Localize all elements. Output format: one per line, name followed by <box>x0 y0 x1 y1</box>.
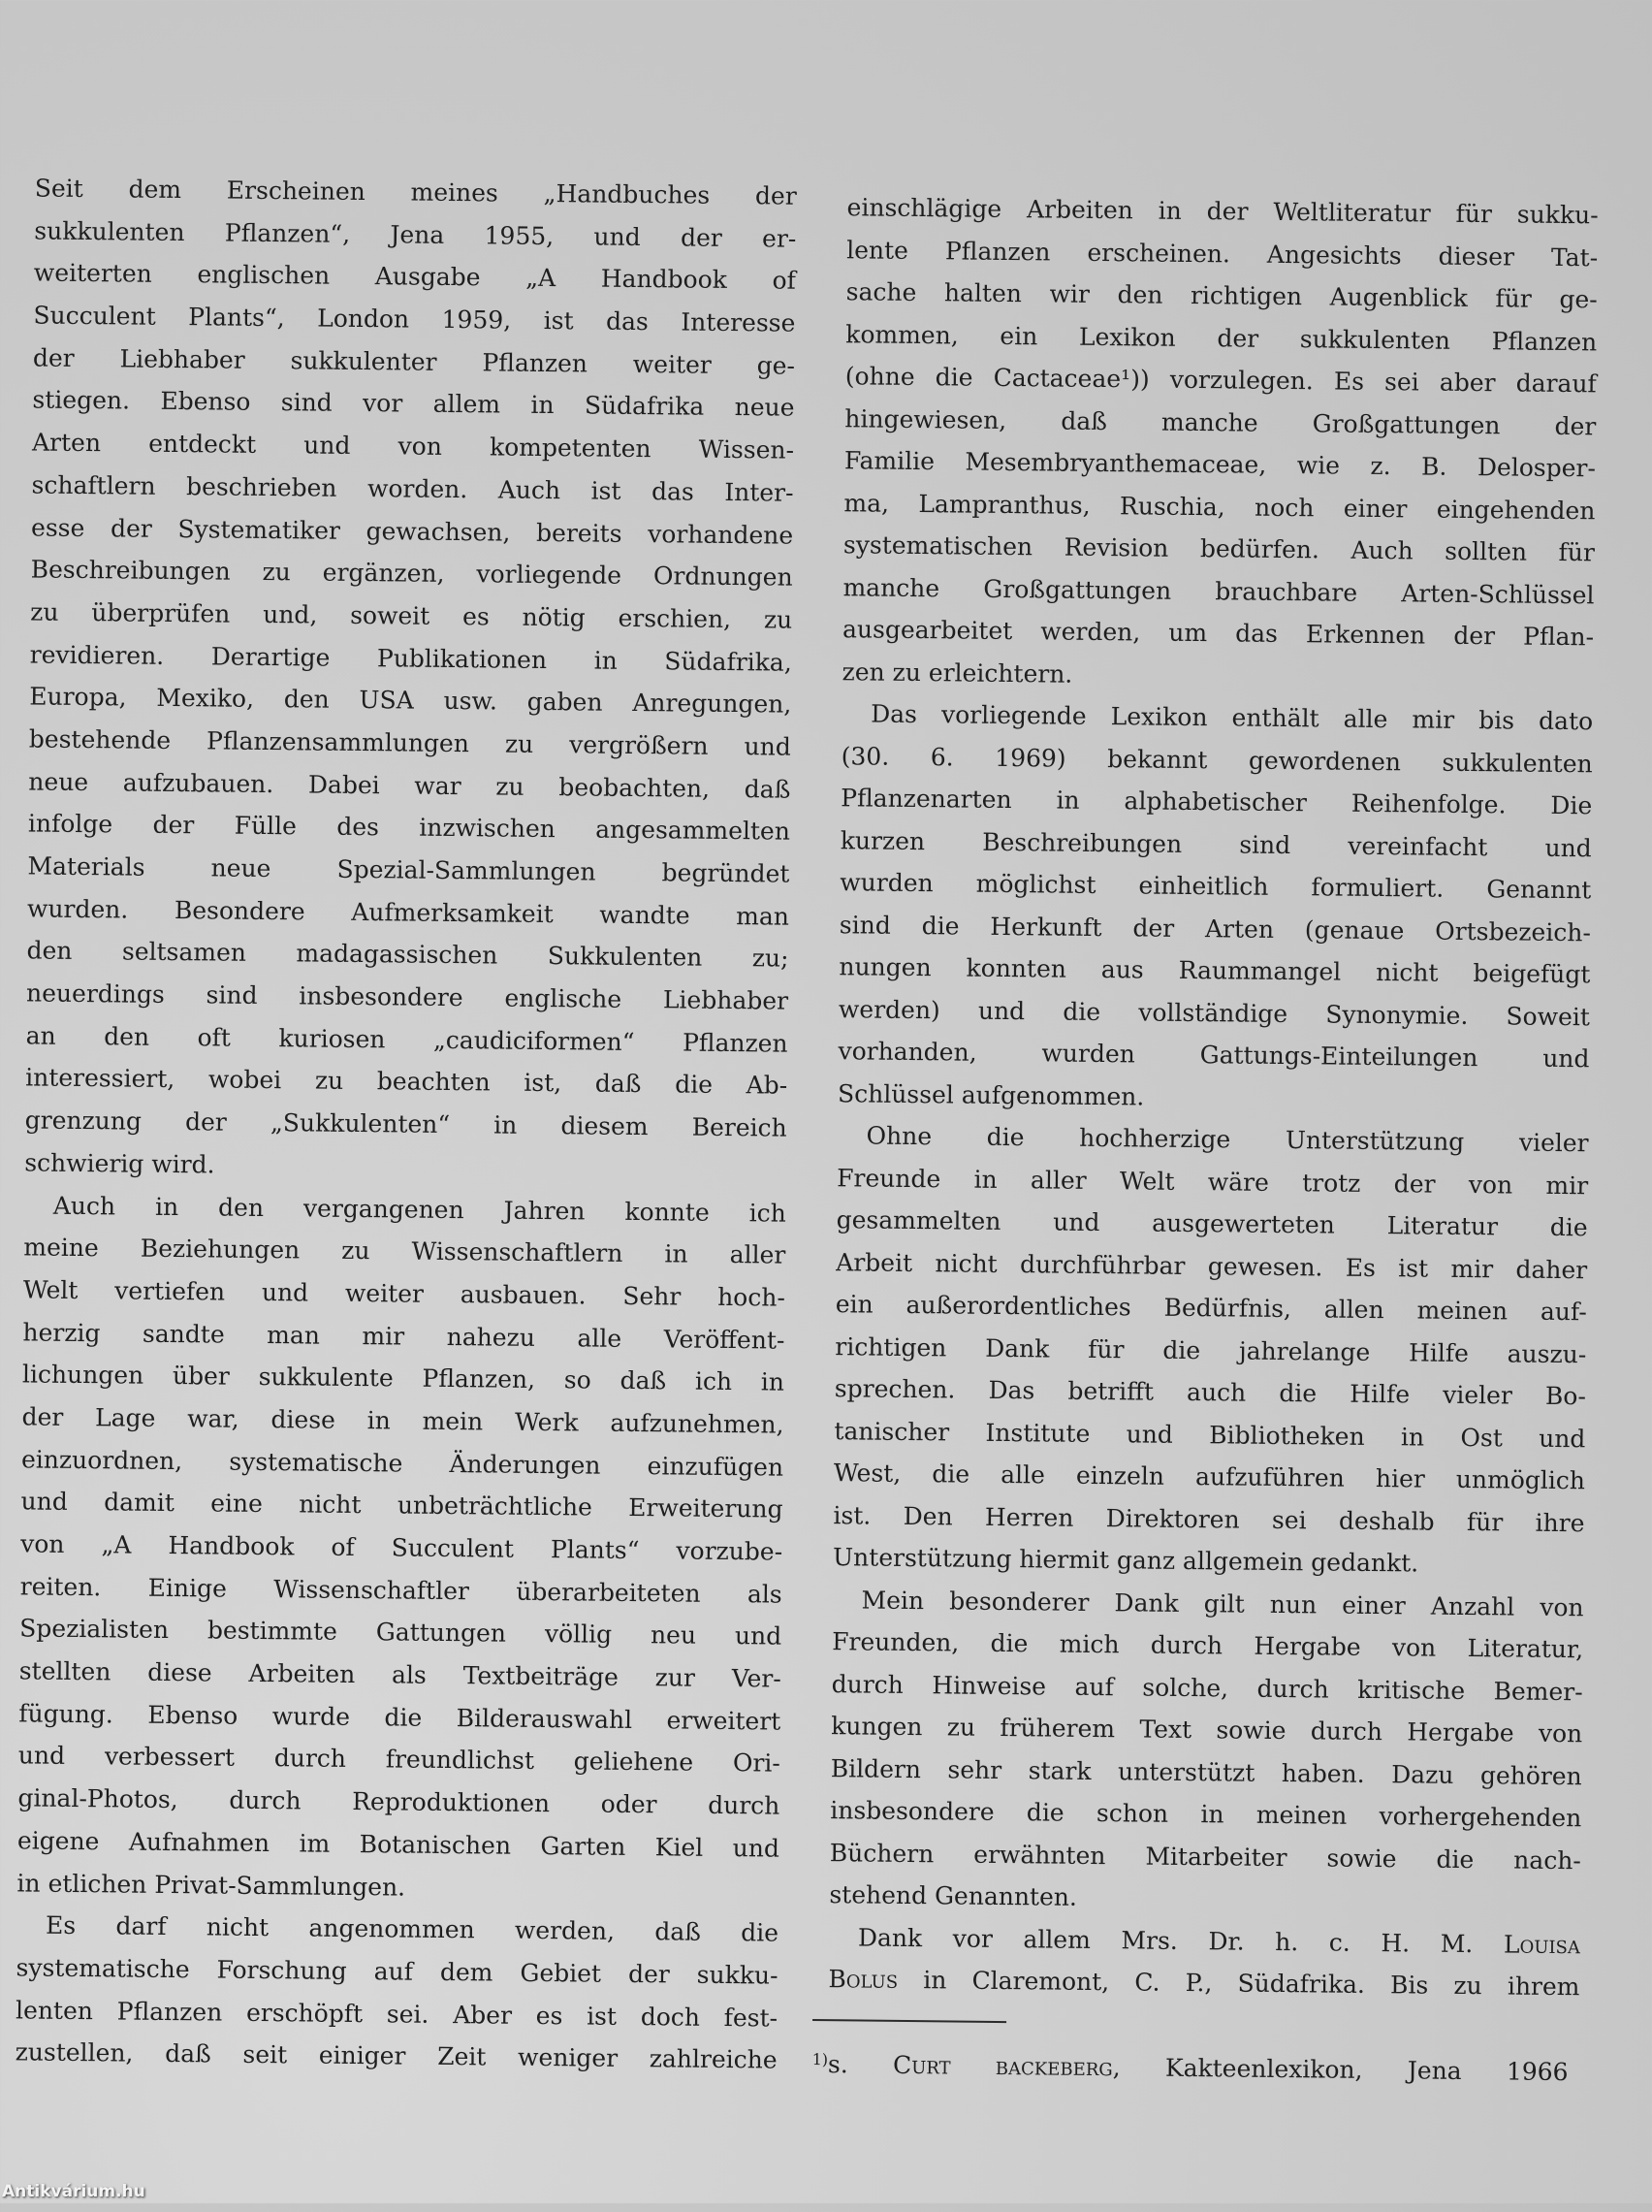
text-line: fügung. Ebenso wurde die Bilderauswahl erweitert <box>18 1699 781 1736</box>
text-line: Succulent Plants“, London 1959, ist das Interesse <box>33 301 796 337</box>
text-line: Beschreibungen zu ergänzen, vorliegende Ordnungen <box>30 555 793 592</box>
text-line: eigene Aufnahmen im Botanischen Garten Kiel und <box>16 1826 780 1863</box>
text-line: lente Pflanzen erscheinen. Angesichts dieser Tat- <box>846 235 1599 272</box>
text-line: stiegen. Ebenso sind vor allem in Südafrika neue <box>32 385 795 423</box>
text-line: kommen, ein Lexikon der sukkulenten Pflanzen <box>845 319 1598 356</box>
text-line: stehend Genannten. <box>829 1880 1078 1911</box>
text-line: zustellen, daß seit einiger Zeit weniger zahlreiche <box>15 2037 778 2074</box>
text-line: neuerdings sind insbesondere englische Liebhaber <box>25 978 789 1015</box>
footnote-marker: 1) <box>811 2049 829 2069</box>
text-line: Arbeit nicht durchführbar gewesen. Es ist mir daher <box>836 1247 1588 1284</box>
text-line: systematischen Revision bedürfen. Auch sollten für <box>842 530 1596 567</box>
footnote-text: s. Curt backeberg, Kakteenlexikon, Jena 1966 <box>827 2050 1569 2087</box>
text-line: in etlichen Privat-Sammlungen. <box>16 1868 406 1902</box>
text-line: neue aufzubauen. Dabei war zu beobachten, daß <box>28 767 791 804</box>
text-line: Seit dem Erscheinen meines „Handbuches der <box>34 174 797 210</box>
text-line: reiten. Einige Wissenschaftler überarbeiteten als <box>19 1572 782 1609</box>
text-line: einzuordnen, systematische Änderungen einzufügen <box>20 1445 784 1482</box>
text-line: und verbessert durch freundlichst geliehene Ori- <box>17 1741 780 1779</box>
text-line: interessiert, wobei zu beachten ist, daß die Ab- <box>25 1063 788 1101</box>
text-line: der Lage war, diese in mein Werk aufzunehmen, <box>21 1402 784 1439</box>
footnote-divider <box>812 2019 1006 2023</box>
text-line: stellten diese Arbeiten als Textbeiträge zur Ver- <box>18 1656 781 1693</box>
text-line: Das vorliegende Lexikon enthält alle mir bis dato <box>871 699 1594 736</box>
text-line: den seltsamen madagassischen Sukkulenten zu; <box>26 936 789 974</box>
text-line: ein außerordentliches Bedürfnis, allen meinen auf- <box>835 1290 1587 1327</box>
text-line: sache halten wir den richtigen Augenblick für ge- <box>845 277 1598 314</box>
text-line: grenzung der „Sukkulenten“ in diesem Bereich <box>24 1106 787 1142</box>
text-line: zen zu erleichtern. <box>842 657 1073 689</box>
text-line: ausgearbeitet werden, um das Erkennen der Pflan- <box>842 615 1595 652</box>
text-line: nungen konnten aus Raummangel nicht beigefügt <box>839 952 1591 989</box>
text-line: bestehende Pflanzensammlungen zu vergrößern und <box>28 724 791 761</box>
text-line: durch Hinweise auf solche, durch kritische Bemer- <box>831 1669 1583 1706</box>
text-line: lenten Pflanzen erschöpft sei. Aber es ist doch fest- <box>15 1995 778 2033</box>
text-line: schwierig wird. <box>24 1148 215 1179</box>
paragraph <box>838 692 1594 1122</box>
text-line: ginal-Photos, durch Reproduktionen oder durch <box>17 1783 780 1820</box>
text-line: Materials neue Spezial-Sammlungen begründet <box>27 851 790 888</box>
text-line: Büchern erwähnten Mitarbeiter sowie die nach- <box>829 1838 1581 1875</box>
text-line: Arten entdeckt und von kompetenten Wissen- <box>31 428 795 465</box>
text-line: vorhanden, wurden Gattungs-Einteilungen und <box>838 1037 1590 1074</box>
text-line: Spezialisten bestimmte Gattungen völlig neu und <box>19 1614 782 1651</box>
text-line: Ohne die hochherzige Unterstützung vieler <box>866 1121 1589 1158</box>
paragraph <box>15 1905 778 2082</box>
text-line: Bolus in Claremont, C. P., Südafrika. Bis zu ihrem <box>828 1965 1580 2002</box>
text-line: hingewiesen, daß manche Großgattungen der <box>844 403 1597 440</box>
text-line: weiterten englischen Ausgabe „A Handbook of <box>33 258 797 296</box>
left-text-column <box>15 167 797 2081</box>
text-line: wurden möglichst einheitlich formuliert. Genannt <box>840 868 1592 905</box>
text-line: Es darf nicht angenommen werden, daß die <box>45 1910 779 1947</box>
text-line: und damit eine nicht unbeträchtliche Erweiterung <box>20 1487 783 1523</box>
text-line: Dank vor allem Mrs. Dr. h. c. H. M. Louisa <box>857 1922 1581 1959</box>
text-line: esse der Systematiker gewachsen, bereits vorhandene <box>30 512 794 550</box>
text-line: werden) und die vollständige Synonymie. Soweit <box>838 994 1591 1031</box>
text-line: manche Großgattungen brauchbare Arten-Schlüssel <box>842 572 1595 609</box>
text-line: schaftlern beschrieben worden. Auch ist das Inter- <box>31 470 794 507</box>
text-line: systematische Forschung auf dem Gebiet der sukku- <box>16 1953 778 1990</box>
paragraph <box>842 186 1598 700</box>
text-line: infolge der Fülle des inzwischen angesammelten <box>27 809 791 846</box>
text-line: herzig sandte man mir nahezu alle Veröffent- <box>22 1317 785 1355</box>
text-line: Welt vertiefen und weiter ausbauen. Sehr hoch- <box>22 1275 786 1312</box>
text-line: insbesondere die schon in meinen vorhergehenden <box>830 1796 1582 1833</box>
footnote <box>811 2038 1568 2093</box>
paragraph <box>828 1916 1580 2008</box>
text-line: ist. Den Herren Direktoren sei deshalb für ihre <box>833 1500 1585 1537</box>
text-line: meine Beziehungen zu Wissenschaftlern in aller <box>23 1233 786 1269</box>
text-line: Pflanzenarten in alphabetischer Reihenfolge. Die <box>841 784 1593 820</box>
text-line: einschlägige Arbeiten in der Weltliteratur für sukku- <box>846 193 1599 230</box>
text-line: Mein besonderer Dank gilt nun einer Anzahl von <box>861 1585 1584 1621</box>
text-line: Schlüssel aufgenommen. <box>837 1078 1145 1111</box>
paragraph <box>833 1114 1589 1587</box>
text-line: richtigen Dank für die jahrelange Hilfe auszu- <box>835 1331 1587 1368</box>
text-line: Bildern sehr stark unterstützt haben. Dazu gehören <box>830 1753 1582 1790</box>
text-line: kungen zu früherem Text sowie durch Hergabe von <box>831 1712 1583 1748</box>
paragraph <box>24 167 797 1192</box>
text-line: Familie Mesembryanthemaceae, wie z. B. Delosper- <box>843 446 1597 483</box>
text-line: Unterstützung hiermit ganz allgemein gedankt. <box>832 1543 1419 1578</box>
text-line: der Liebhaber sukkulenter Pflanzen weiter ge- <box>32 343 796 380</box>
text-line: tanischer Institute und Bibliotheken in Ost und <box>834 1416 1586 1453</box>
text-line: sind die Herkunft der Arten (genaue Ortsbezeich- <box>839 910 1592 946</box>
paragraph <box>829 1579 1584 1924</box>
text-line: West, die alle einzeln aufzuführen hier unmöglich <box>833 1459 1586 1495</box>
text-line: Europa, Mexiko, den USA usw. gaben Anregungen, <box>29 682 792 719</box>
text-line: Freunde in aller Welt wäre trotz der von mir <box>837 1163 1589 1200</box>
text-line: lichungen über sukkulente Pflanzen, so daß ich in <box>21 1360 785 1396</box>
text-line: zu überprüfen und, soweit es nötig erschien, zu <box>30 597 793 634</box>
text-line: revidieren. Derartige Publikationen in Südafrika, <box>29 640 792 677</box>
text-line: Freunden, die mich durch Hergabe von Literatur, <box>832 1627 1584 1664</box>
text-line: kurzen Beschreibungen sind vereinfacht und <box>840 825 1592 862</box>
text-line: ma, Lampranthus, Ruschia, noch einer eingehenden <box>843 488 1596 525</box>
right-text-column <box>828 186 1599 2008</box>
text-line: wurden. Besondere Aufmerksamkeit wandte man <box>26 894 790 931</box>
text-line: sukkulenten Pflanzen“, Jena 1955, und der er- <box>34 216 797 253</box>
text-line: gesammelten und ausgewerteten Literatur die <box>836 1205 1588 1242</box>
text-line: (30. 6. 1969) bekannt gewordenen sukkulenten <box>841 741 1593 778</box>
text-line: sprechen. Das betrifft auch die Hilfe vieler Bo- <box>834 1374 1587 1411</box>
text-line: an den oft kuriosen „caudiciformen“ Pflanzen <box>25 1021 788 1058</box>
watermark: Antikvárium.hu <box>2 2182 145 2201</box>
paragraph <box>16 1184 786 1912</box>
text-line: (ohne die Cactaceae¹)) vorzulegen. Es sei aber darauf <box>844 362 1597 399</box>
text-line: Auch in den vergangenen Jahren konnte ich <box>52 1191 786 1228</box>
text-line: von „A Handbook of Succulent Plants“ vorzube- <box>20 1529 783 1566</box>
